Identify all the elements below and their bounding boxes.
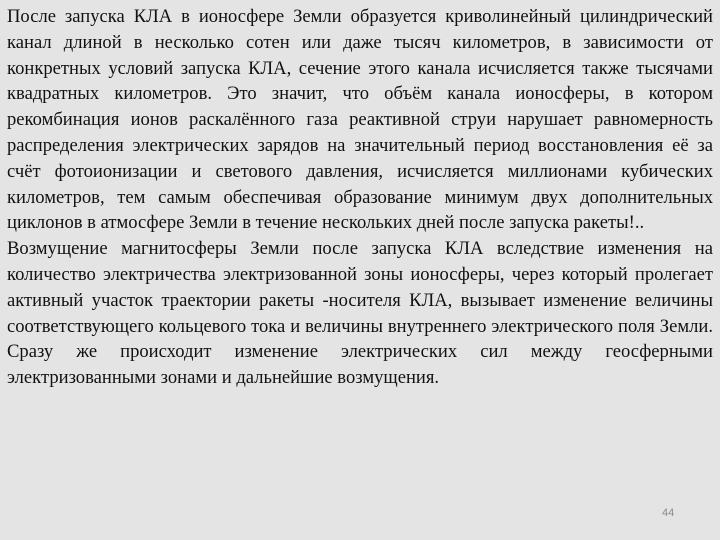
paragraph-2: Возмущение магнитосферы Земли после запуска КЛА вследствие изменения на количество электричества электризованной зоны ионосферы, через который пролегает активный участок траектории ракеты -носителя КЛА, вызывает изменение величины соответствующего кольцевого тока и величины внутреннего электрического поля Земли. Сразу же происходит изменение электрических сил между геосферными электризованными зонами и дальнейшие возмущения. [7, 238, 713, 389]
body-text [7, 4, 713, 391]
paragraph-1: После запуска КЛА в ионосфере Земли образуется криволинейный цилиндрический канал длиной в несколько сотен или даже тысяч километров, в зависимости от конкретных условий запуска КЛА, сечение этого канала исчисляется также тысячами квадратных километров. Это значит, что объём канала ионосферы, в котором рекомбинация ионов раскалённого газа реактивной струи нарушает равномерность распределения электрических зарядов на значительный период восстановления её за счёт фотоионизации и светового давления, исчисляется миллионами кубических километров, тем самым обеспечивая образование минимум двух дополнительных циклонов в атмосфере Земли в течение нескольких дней после запуска ракеты!.. [7, 6, 713, 234]
page-number: 44 [662, 507, 675, 519]
